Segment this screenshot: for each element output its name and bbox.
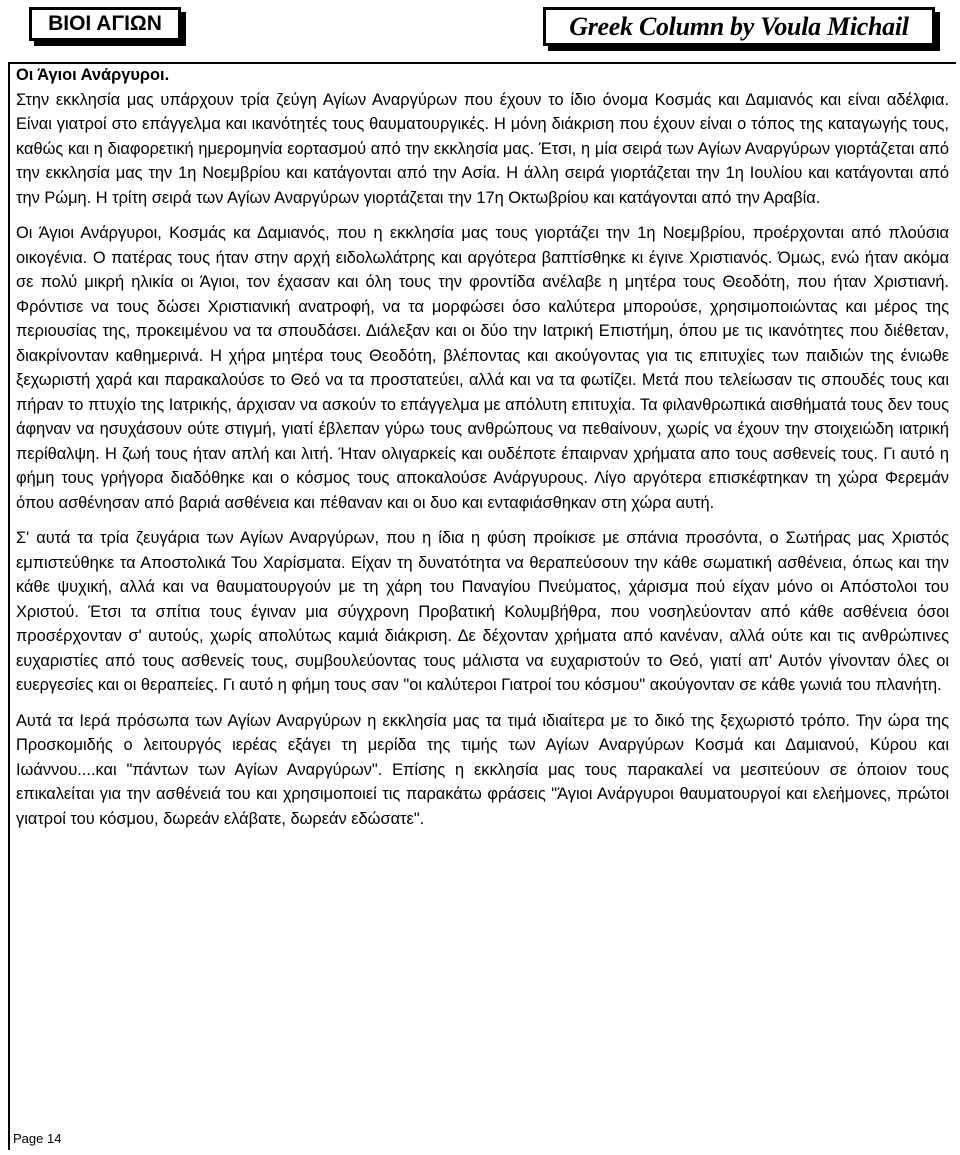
- section-label: ΒΙΟΙ ΑΓΙΩΝ: [48, 12, 162, 35]
- column-label-face: [543, 7, 935, 46]
- paragraph-gap: [16, 515, 949, 526]
- article-body: [16, 63, 949, 831]
- left-margin-rule: [8, 62, 10, 1150]
- column-label: Greek Column by Voula Michail: [569, 11, 909, 41]
- section-label-face: [29, 7, 181, 41]
- column-label-box: [543, 7, 940, 51]
- article-paragraph: Σ' αυτά τα τρία ζευγάρια των Αγίων Αναργύρων, που η ίδια η φύση προίκισε με σπάνια προσόντα, ο Σωτήρας μας Χριστός εμπιστεύθηκε τα Αποστολικά Του Χαρίσματα. Είχαν τη δυνατότητα να θεραπεύσουν την κάθε σωματική ασθένεια, όπως και την κάθε ψυχική, αλλά και να θαυματουργούν με τη χάρη του Παναγίου Πνεύματος, χάρισμα πού είχαν μόνο οι Απόστολοι του Χριστού. Έτσι τα σπίτια τους έγιναν μια σύγχρονη Προβατική Κολυμβήθρα, που νοσηλεύονταν από κάθε ασθένεια όσοι προσέρχονταν σ' αυτούς, χωρίς απολύτως καμιά διάκριση. Δε δέχονταν χρήματα από κανέναν, αλλά ούτε και τις ανθρώπινες ευχαριστίες από τους ασθενείς τους, συμβουλεύοντας τους μάλιστα να ευχαριστούν το Θεό, γιατί απ' Αυτόν γίνονταν όλες οι ευεργεσίες και οι θεραπείες. Γι αυτό η φήμη τους σαν "οι καλύτεροι Γιατροί του κόσμου" ακούγονταν σε κάθε γωνιά του πλανήτη.: [16, 529, 949, 694]
- article-paragraph: Στην εκκλησία μας υπάρχουν τρία ζεύγη Αγίων Αναργύρων που έχουν το ίδιο όνομα Κοσμάς και Δαμιανός και είναι αδέλφια. Είναι γιατροί στο επάγγελμα και ικανότητές τους θαυματουργικές. Η μόνη διάκριση που έχουν είναι ο τόπος της καταγωγής τους, καθώς και η διαφορετική ημερομηνία εορτασμού από την εκκλησία μας. Έτσι, η μία σειρά των Αγίων Αναργύρων γιορτάζεται από την εκκλησία μας την 1η Νοεμβρίου και κατάγονται από την Ασία. Η άλλη σειρά γιορτάζεται την 1η Ιουλίου και κατάγονται από την Ρώμη. Η τρίτη σειρά των Αγίων Αναργύρων γιορτάζεται την 17η Οκτωβρίου και κατάγονται από την Αραβία.: [16, 90, 949, 207]
- section-label-box: [29, 7, 186, 46]
- article-title: Οι Άγιοι Ανάργυροι.: [16, 66, 170, 84]
- paragraph-gap: [16, 698, 949, 709]
- article-paragraph: Οι Άγιοι Ανάργυροι, Κοσμάς κα Δαμιανός, που η εκκλησία μας τους γιορτάζει την 1η Νοεμβρίου, προέρχονται από πλούσια οικογένια. Ο πατέρας τους ήταν στην αρχή ειδολωλάτρης και αργότερα βαπτίσθηκε κι έγινε Χριστιανός. Όμως, ενώ ήταν ακόμα σε πολύ μικρή ηλικία οι Άγιοι, τον έχασαν και όλη τους την φροντίδα ανέλαβε η μητέρα τους Θεοδότη, που ήταν Χριστιανή. Φρόντισε να τους δώσει Χριστιανική ανατροφή, να τα μορφώσει όσο καλύτερα μπορούσε, χρησιμοποιώντας και μέρος της περιουσίας της, προκειμένου να τα σπουδάσει. Διάλεξαν και οι δύο την Ιατρική Επιστήμη, όπου με τις ικανότητες που διέθεταν, διακρίνονταν καθημερινά. Η χήρα μητέρα τους Θεοδότη, βλέποντας και ακούγοντας για τις επιτυχίες των παιδιών της ένιωθε ξεχωριστή χαρά και παρακαλούσε το Θεό να τα προστατεύει, αλλά και να τα φωτίζει. Μετά που τελείωσαν τις σπουδές τους και πήραν το πτυχίο της Ιατρικής, άρχισαν να ασκούν το επάγγελμα με απόλυτη επιτυχία. Τα φιλανθρωπικά αισθήματά τους δεν τους άφηναν να ησυχάσουν ούτε στιγμή, γιατί έβλεπαν γύρω τους ανθρώπους να πεθαίνουν, χωρίς να έχουν την στοιχειώδη ιατρική περίθαλψη. Η ζωή τους ήταν απλή και λιτή. Ήταν ολιγαρκείς και ουδέποτε έπαιρναν χρήματα απο τους ασθενείς τους. Γι αυτό η φήμη τους γρήγορα διαδόθηκε και ο κόσμος τους αποκαλούσε Ανάργυρους. Λίγο αργότερα επισκέφτηκαν τη χώρα Φερεμάν όπου ασθένησαν από βαριά ασθένεια και πέθαναν και οι δυο και ενταφιάσθηκαν στη χώρα αυτή.: [16, 224, 949, 512]
- article-paragraph: Αυτά τα Ιερά πρόσωπα των Αγίων Αναργύρων η εκκλησία μας τα τιμά ιδιαίτερα με το δικό της ξεχωριστό τρόπο. Την ώρα της Προσκομιδής ο λειτουργός ιερέας εξάγει τη μερίδα της τιμής των Αγίων Αναργύρων Κοσμά και Δαμιανού, Κύρου και Ιωάννου....και "πάντων των Αγίων Αναργύρων". Επίσης η εκκλησία μας τους παρακαλεί να μεσιτεύουν σε όποιον τους επικαλείται για την ασθένειά του και χρησιμοποιεί τις παρακάτω φράσεις "Άγιοι Ανάργυροι θαυματουργοί και ελεήμονες, πρώτοι γιατροί του κόσμου, δωρεάν ελάβατε, δωρεάν εδώσατε".: [16, 711, 949, 828]
- page-number: Page 14: [13, 1131, 62, 1146]
- paragraph-gap: [16, 210, 949, 221]
